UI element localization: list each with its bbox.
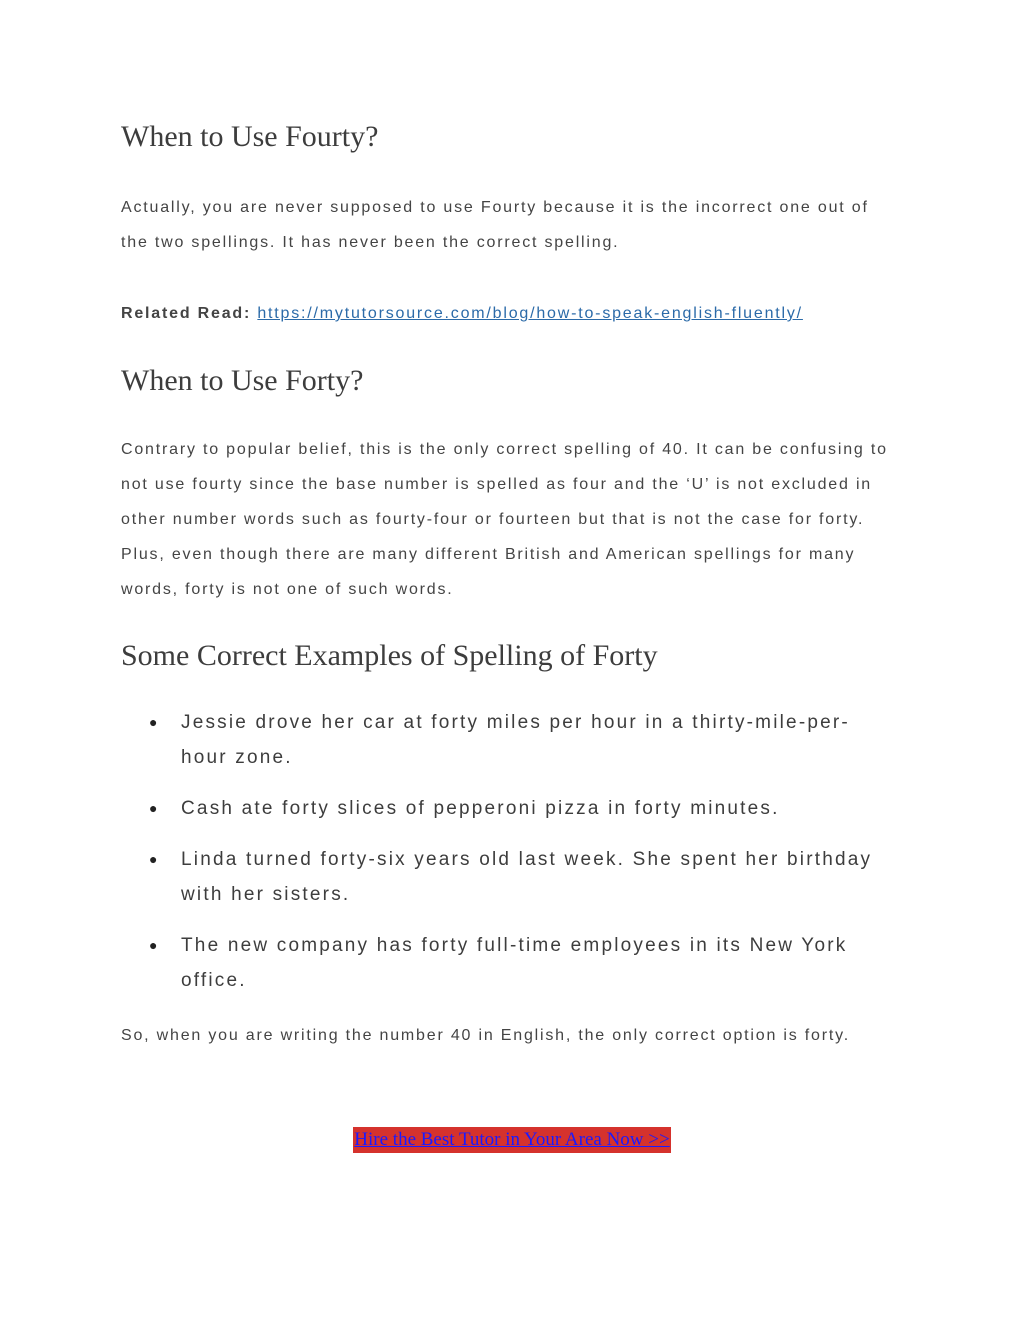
- related-read-link[interactable]: https://mytutorsource.com/blog/how-to-speak-english-fluently/: [257, 305, 803, 322]
- heading-when-to-use-forty: When to Use Forty?: [121, 364, 364, 397]
- list-item: [121, 705, 881, 775]
- cta-banner: [353, 1127, 670, 1153]
- hire-tutor-link[interactable]: Hire the Best Tutor in Your Area Now >>: [354, 1129, 670, 1150]
- examples-list: [121, 705, 911, 1014]
- list-item: [121, 842, 881, 912]
- paragraph-fourty: Actually, you are never supposed to use Fourty because it is the incorrect one out of the two spellings. It has never been the correct spelling.: [121, 199, 869, 251]
- list-item-text: The new company has forty full-time employees in its New York office.: [181, 935, 848, 991]
- list-item: [121, 791, 881, 826]
- bullet-icon: ●: [149, 851, 160, 867]
- list-item-text: Linda turned forty-six years old last week. She spent her birthday with her sisters.: [181, 849, 873, 905]
- list-item-text: Jessie drove her car at forty miles per hour in a thirty-mile-per-hour zone.: [181, 712, 850, 768]
- paragraph-conclusion: So, when you are writing the number 40 in English, the only correct option is forty.: [121, 1027, 850, 1044]
- bullet-icon: ●: [149, 800, 160, 816]
- list-item-text: Cash ate forty slices of pepperoni pizza in forty minutes.: [181, 798, 780, 819]
- heading-correct-examples: Some Correct Examples of Spelling of Forty: [121, 639, 658, 672]
- paragraph-forty: Contrary to popular belief, this is the only correct spelling of 40. It can be confusing to not use fourty since the base number is spelled as four and the ‘U’ is not excluded in other number words such as fourty-four or fourteen but that is not the case for forty. Plus, even though there are many different British and American spellings for many words, forty is not one of such words.: [121, 441, 888, 598]
- heading-when-to-use-fourty: When to Use Fourty?: [121, 120, 379, 153]
- cta-container: [0, 1127, 1024, 1153]
- list-item: [121, 928, 881, 998]
- related-read-label: Related Read:: [121, 305, 252, 322]
- bullet-icon: ●: [149, 714, 160, 730]
- related-read: [121, 305, 803, 323]
- bullet-icon: ●: [149, 937, 160, 953]
